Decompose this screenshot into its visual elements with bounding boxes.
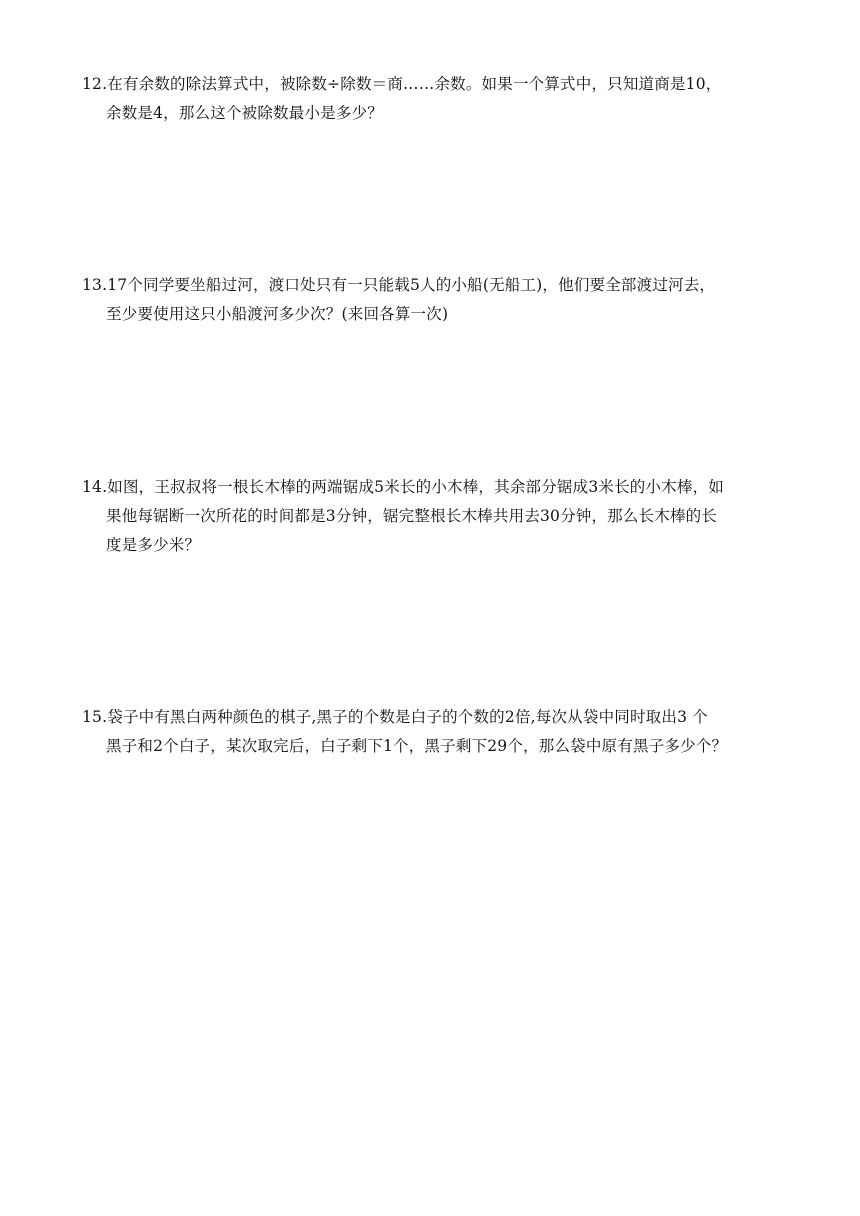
question-14-line-3: 度是多少米？ — [106, 536, 201, 554]
question-15-line-1: 15.袋子中有黑白两种颜色的棋子,黑子的个数是白子的个数的2倍,每次从袋中同时取出3 个 — [82, 708, 708, 726]
question-15 — [82, 703, 782, 761]
question-13 — [82, 271, 782, 329]
question-12 — [82, 70, 782, 128]
question-14 — [82, 473, 782, 560]
question-13-line-2: 至少要使用这只小船渡河多少次？(来回各算一次) — [106, 305, 449, 323]
question-15-line-2: 黑子和2个白子，某次取完后，白子剩下1个，黑子剩下29个，那么袋中原有黑子多少个？ — [106, 737, 728, 755]
question-14-line-1: 14.如图，王叔叔将一根长木棒的两端锯成5米长的小木棒，其余部分锯成3米长的小木棒，如 — [82, 478, 724, 496]
question-12-line-2: 余数是4，那么这个被除数最小是多少？ — [106, 104, 383, 122]
question-12-line-1: 12.在有余数的除法算式中，被除数÷除数＝商……余数。如果一个算式中，只知道商是10， — [82, 75, 722, 93]
question-13-line-1: 13.17个同学要坐船过河，渡口处只有一只能载5人的小船(无船工)，他们要全部渡过河去， — [82, 276, 716, 294]
question-14-line-2: 果他每锯断一次所花的时间都是3分钟，锯完整根长木棒共用去30分钟，那么长木棒的长 — [106, 507, 718, 525]
